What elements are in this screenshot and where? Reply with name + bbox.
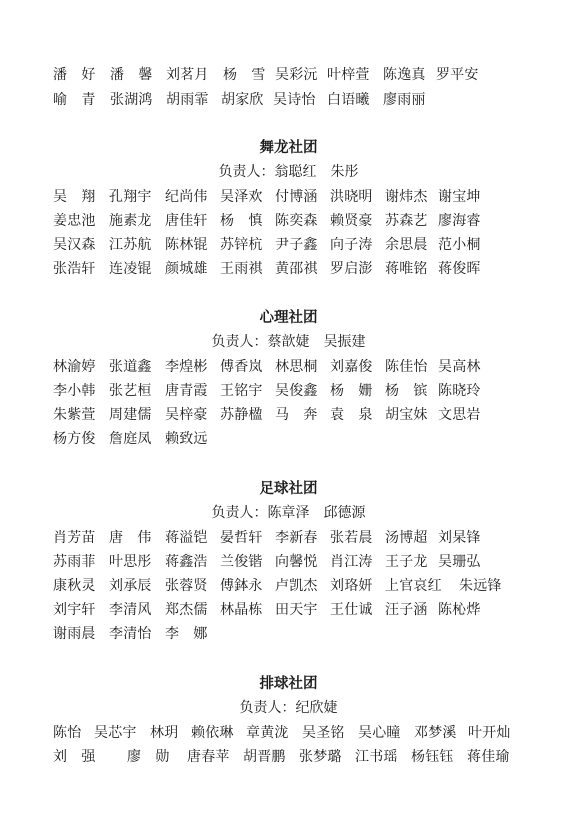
student-name: 袁 泉: [330, 407, 373, 423]
student-name: 唐青霞: [165, 383, 208, 399]
student-name: 叶开灿: [468, 725, 511, 741]
student-name: 苏森艺: [385, 213, 428, 229]
student-name: 江苏航: [109, 237, 152, 253]
student-name: 潘 馨: [110, 67, 153, 83]
student-name: 张道鑫: [109, 359, 152, 375]
student-name: 刘珞妍: [330, 578, 373, 594]
student-name: 刘 强: [53, 749, 96, 765]
student-name: 向馨悦: [275, 554, 318, 570]
student-name: 张梦璐: [299, 749, 342, 765]
student-name: 卢凯杰: [275, 578, 318, 594]
student-name: 洪晓明: [330, 189, 373, 205]
student-name: 邓梦溪: [414, 725, 457, 741]
student-name: 喻 青: [53, 92, 96, 108]
student-name: 付博涵: [275, 189, 318, 205]
student-name: 陈晓玲: [438, 383, 481, 399]
student-name: 张艺桓: [109, 383, 152, 399]
student-name: 潘 好: [53, 67, 96, 83]
student-name: 蒋佳瑜: [467, 749, 510, 765]
student-name: 朱远锋: [459, 578, 502, 594]
student-name: 郑杰儒: [165, 602, 208, 618]
name-row: [53, 63, 537, 87]
student-name: 杨 雪: [223, 67, 266, 83]
student-name: 吴泽欢: [220, 189, 263, 205]
student-name: 胡家欣: [221, 92, 264, 108]
name-row: [53, 745, 537, 769]
student-name: 叶思彤: [109, 554, 152, 570]
section-leader: 负责人：蔡歆婕 吴振建: [211, 334, 366, 350]
student-name: 唐春苹: [187, 749, 230, 765]
student-name: 刘宇轩: [53, 602, 96, 618]
name-row: [53, 233, 537, 257]
student-name: 晏哲轩: [220, 530, 263, 546]
student-name: 傅香岚: [220, 359, 263, 375]
student-name: 吴珊弘: [438, 554, 481, 570]
student-name: 廖雨丽: [383, 92, 426, 108]
student-name: 张浩轩: [53, 261, 96, 277]
student-name: 刘茗月: [166, 67, 209, 83]
student-name: 廖 勋: [127, 749, 170, 765]
name-row: [53, 427, 537, 451]
student-name: 蒋溢铠: [165, 530, 208, 546]
student-name: 傅鉢永: [220, 578, 263, 594]
student-name: 林晶栋: [220, 602, 263, 618]
name-row: [53, 209, 537, 233]
student-name: 向子涛: [330, 237, 373, 253]
student-name: 余思晨: [385, 237, 428, 253]
name-row: [53, 257, 537, 281]
student-name: 颜城雄: [165, 261, 208, 277]
name-row: [53, 355, 537, 379]
name-row: [53, 403, 537, 427]
section-leader: 负责人：纪欣婕: [239, 700, 338, 716]
student-name: 吴心瞳: [358, 725, 401, 741]
student-name: 王雨祺: [220, 261, 263, 277]
student-name: 唐佳轩: [165, 213, 208, 229]
name-row: [53, 526, 537, 550]
student-name: 张湖鸿: [110, 92, 153, 108]
student-name: 杨 慎: [220, 213, 263, 229]
student-name: 吴梓豪: [165, 407, 208, 423]
student-name: 刘杲锋: [438, 530, 481, 546]
student-name: 罗启澎: [330, 261, 373, 277]
section-leader: 负责人：翁聪红 朱彤: [218, 164, 359, 180]
student-name: 黄邵祺: [275, 261, 318, 277]
student-name: 林渝婷: [53, 359, 96, 375]
name-row: [53, 88, 537, 112]
student-name: 詹庭凤: [109, 431, 152, 447]
student-name: 朱紫萱: [53, 407, 96, 423]
student-name: 赖贤豪: [330, 213, 373, 229]
name-row: [53, 622, 537, 646]
student-name: 李煌彬: [165, 359, 208, 375]
student-name: 林思桐: [275, 359, 318, 375]
student-name: 吴彩沅: [275, 67, 318, 83]
student-name: 张蓉贤: [165, 578, 208, 594]
student-name: 蒋俊晖: [438, 261, 481, 277]
student-name: 尹子鑫: [275, 237, 318, 253]
student-name: 杨 镔: [385, 383, 428, 399]
student-name: 汤博超: [385, 530, 428, 546]
student-name: 唐 伟: [109, 530, 152, 546]
student-name: 肖江涛: [330, 554, 373, 570]
student-name: 吴汉森: [53, 237, 96, 253]
student-name: 肖芳苗: [53, 530, 96, 546]
student-name: 张若晨: [330, 530, 373, 546]
student-name: 吴圣铭: [302, 725, 345, 741]
student-name: 吴俊鑫: [275, 383, 318, 399]
student-name: 罗平安: [436, 67, 479, 83]
student-name: 孔翔宇: [109, 189, 152, 205]
student-name: 马 奔: [275, 407, 318, 423]
name-row: [53, 574, 537, 598]
student-name: 谢雨晨: [53, 626, 96, 642]
student-name: 李小韩: [53, 383, 96, 399]
student-name: 陈林锟: [165, 237, 208, 253]
student-name: 白语曦: [327, 92, 370, 108]
section-title: 舞龙社团: [259, 139, 318, 156]
student-name: 陈怡: [53, 725, 82, 741]
student-name: 康秋灵: [53, 578, 96, 594]
student-name: 纪尚伟: [165, 189, 208, 205]
student-name: 周建儒: [109, 407, 152, 423]
student-name: 胡宝妹: [385, 407, 428, 423]
student-name: 江书瑶: [355, 749, 398, 765]
student-name: 王子龙: [385, 554, 428, 570]
student-name: 汪子涵: [385, 602, 428, 618]
student-name: 胡雨霏: [166, 92, 209, 108]
student-name: 章黄泷: [246, 725, 289, 741]
student-name: 李新春: [275, 530, 318, 546]
student-name: 连凌锟: [109, 261, 152, 277]
student-name: 施素龙: [109, 213, 152, 229]
section-title: 足球社团: [259, 480, 318, 497]
student-name: 苏静楹: [220, 407, 263, 423]
student-name: 杨 姗: [330, 383, 373, 399]
student-name: 田天宇: [275, 602, 318, 618]
student-name: 蒋唯铭: [385, 261, 428, 277]
name-row: [53, 379, 537, 403]
student-name: 林玥: [150, 725, 179, 741]
student-name: 上官哀红: [385, 578, 442, 594]
student-name: 吴芯宇: [94, 725, 137, 741]
student-name: 赖致远: [165, 431, 208, 447]
student-name: 姜忠池: [53, 213, 96, 229]
student-name: 吴 翔: [53, 189, 96, 205]
student-name: 刘嘉俊: [330, 359, 373, 375]
name-row: [53, 185, 537, 209]
section-title: 排球社团: [259, 675, 318, 692]
student-name: 赖依琳: [191, 725, 234, 741]
student-name: 陈杺烨: [438, 602, 481, 618]
student-name: 王仕诚: [330, 602, 373, 618]
student-name: 谢宝坤: [438, 189, 481, 205]
student-name: 范小桐: [438, 237, 481, 253]
student-name: 李清风: [109, 602, 152, 618]
student-name: 吴诗怡: [273, 92, 316, 108]
name-row: [53, 721, 537, 745]
student-name: 李清怡: [109, 626, 152, 642]
student-name: 廖海睿: [438, 213, 481, 229]
student-name: 李 娜: [165, 626, 208, 642]
student-name: 陈奕森: [275, 213, 318, 229]
student-name: 陈佳怡: [385, 359, 428, 375]
student-name: 刘承辰: [109, 578, 152, 594]
student-name: 蒋鑫浩: [165, 554, 208, 570]
name-row: [53, 550, 537, 574]
student-name: 叶梓萱: [327, 67, 370, 83]
section-title: 心理社团: [259, 309, 318, 326]
student-name: 杨方俊: [53, 431, 96, 447]
student-name: 文思岩: [438, 407, 481, 423]
student-name: 谢炜杰: [385, 189, 428, 205]
student-name: 陈逸真: [383, 67, 426, 83]
student-name: 杨钰钰: [411, 749, 454, 765]
student-name: 胡晋鹏: [243, 749, 286, 765]
student-name: 吴高林: [438, 359, 481, 375]
student-name: 王铭宇: [220, 383, 263, 399]
student-name: 苏雨菲: [53, 554, 96, 570]
section-leader: 负责人：陈章泽 邱德源: [211, 505, 366, 521]
student-name: 兰俊锴: [220, 554, 263, 570]
name-row: [53, 598, 537, 622]
student-name: 苏锌杭: [220, 237, 263, 253]
